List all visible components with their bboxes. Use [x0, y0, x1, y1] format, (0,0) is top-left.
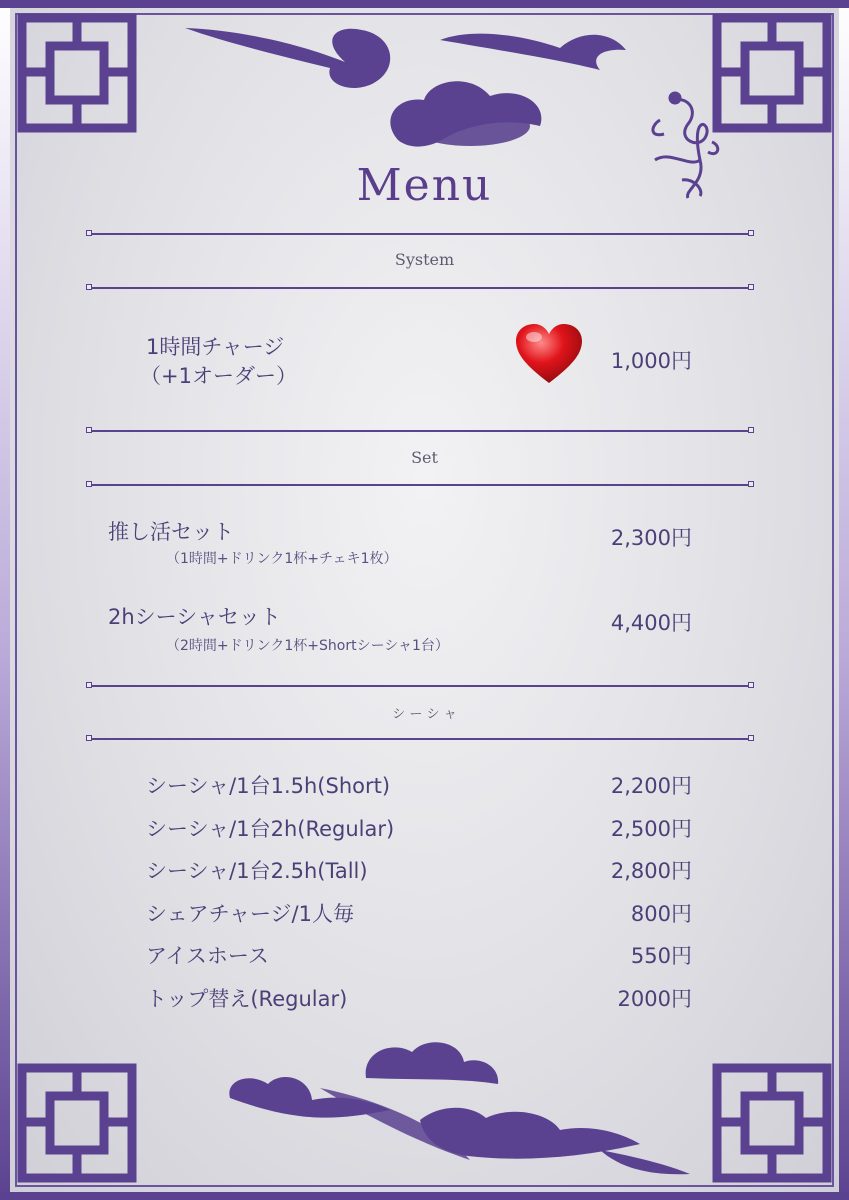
section-label-set: Set — [411, 448, 438, 467]
section-divider — [86, 229, 754, 239]
menu-item-price: 2,200円 — [610, 774, 692, 798]
section-divider — [86, 681, 754, 691]
menu-item-note: （2時間+ドリンク1杯+Shortシーシャ1台） — [166, 638, 449, 654]
menu-item-price: 1,000円 — [610, 349, 692, 373]
section-label-shisha: シ ー シ ャ — [392, 707, 457, 722]
cloud-ornament — [185, 28, 626, 147]
menu-item-name: 1時間チャージ — [146, 335, 285, 359]
menu-item-price: 2,500円 — [610, 817, 692, 841]
menu-item-name: シーシャ/1台2h(Regular) — [146, 817, 395, 841]
menu-item-name: トップ替え(Regular) — [146, 987, 348, 1011]
menu-item-price: 2,800円 — [610, 859, 692, 883]
cloud-ornament — [229, 1042, 690, 1174]
section-divider — [86, 426, 754, 436]
menu-item-note: （+1オーダー） — [140, 364, 297, 388]
menu-item-name: シェアチャージ/1人毎 — [146, 902, 354, 926]
menu-item-note: （1時間+ドリンク1杯+チェキ1枚） — [166, 551, 398, 567]
menu-item-price: 4,400円 — [610, 611, 692, 635]
menu-item-price: 550円 — [630, 944, 692, 968]
section-divider — [86, 283, 754, 293]
menu-item-name: シーシャ/1台1.5h(Short) — [146, 774, 391, 798]
section-divider — [86, 480, 754, 490]
menu-item-name: シーシャ/1台2.5h(Tall) — [146, 859, 368, 883]
menu-item-name: 2hシーシャセット — [108, 605, 281, 629]
menu-item-name: 推し活セット — [108, 520, 234, 544]
section-divider — [86, 734, 754, 744]
menu-item-price: 2000円 — [617, 987, 692, 1011]
section-label-system: System — [394, 250, 455, 269]
menu-item-price: 2,300円 — [610, 526, 692, 550]
menu-item-price: 800円 — [630, 902, 692, 926]
page-title: Menu — [356, 160, 493, 211]
menu-item-name: アイスホース — [146, 944, 269, 968]
